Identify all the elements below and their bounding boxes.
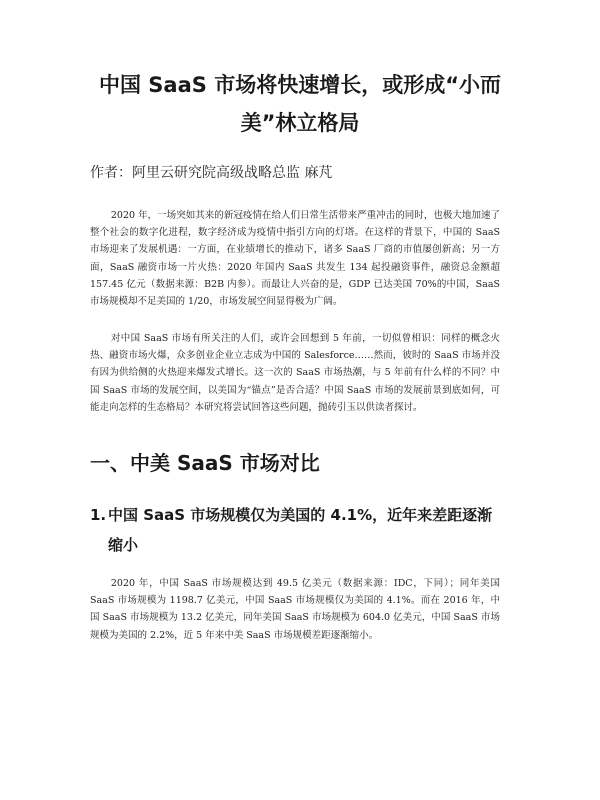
author-line: 作者：阿里云研究院高级战略总监 麻芃 (90, 165, 333, 181)
document-title: 中国 SaaS 市场将快速增长，或形成“小而美”林立格局 (98, 73, 501, 135)
market-size-paragraph: 2020 年，中国 SaaS 市场规模达到 49.5 亿美元（数据来源：IDC，下同）；同年美国 SaaS 市场规模为 1198.7 亿美元，中国 SaaS 市场规模仅为美国的 4.1%。而在 2016 年，中国 SaaS 市场规模为 13.2 亿美元，同年美国 SaaS 市场规模为 604.0 亿美元，中国 SaaS 市场规模为美国的 2.2%，近 5 年来中美 SaaS 市场规模差距逐渐缩小。 (90, 578, 500, 641)
subsection-heading (90, 500, 500, 560)
subsection-number: 1. (90, 506, 107, 524)
intro-paragraph: 2020 年，一场突如其来的新冠疫情在给人们日常生活带来严重冲击的同时，也极大地加速了整个社会的数字化进程，数字经济成为疫情中指引方向的灯塔。在这样的背景下，中国的 SaaS 市场迎来了发展机遇：一方面，在业绩增长的推动下，诸多 SaaS 厂商的市值屡创新高；另一方面，SaaS 融资市场一片火热：2020 年国内 SaaS 共发生 134 起投融资事件，融资总金额超 157.45 亿元（数据来源：B2B 内参）。而最让人兴奋的是，GDP 已达美国 70%的中国，SaaS 市场规模却不足美国的 1/20，市场发展空间显得极为广阔。 (90, 210, 500, 308)
context-paragraph: 对中国 SaaS 市场有所关注的人们，或许会回想到 5 年前，一切似曾相识：同样的概念火热、融资市场火爆，众多创业企业立志成为中国的 Salesforce……然而，彼时的 SaaS 市场并没有因为供给侧的火热迎来爆发式增长。这一次的 SaaS 市场热潮，与 5 年前有什么样的不同？中国 SaaS 市场的发展空间，以美国为“锚点”是否合适？中国 SaaS 市场的发展前景到底如何，可能走向怎样的生态格局？本研究将尝试回答这些问题，抛砖引玉以供读者探讨。 (90, 333, 500, 413)
section-heading: 一、中美 SaaS 市场对比 (90, 451, 320, 475)
subsection-heading-text: 中国 SaaS 市场规模仅为美国的 4.1%，近年来差距逐渐缩小 (108, 506, 493, 554)
